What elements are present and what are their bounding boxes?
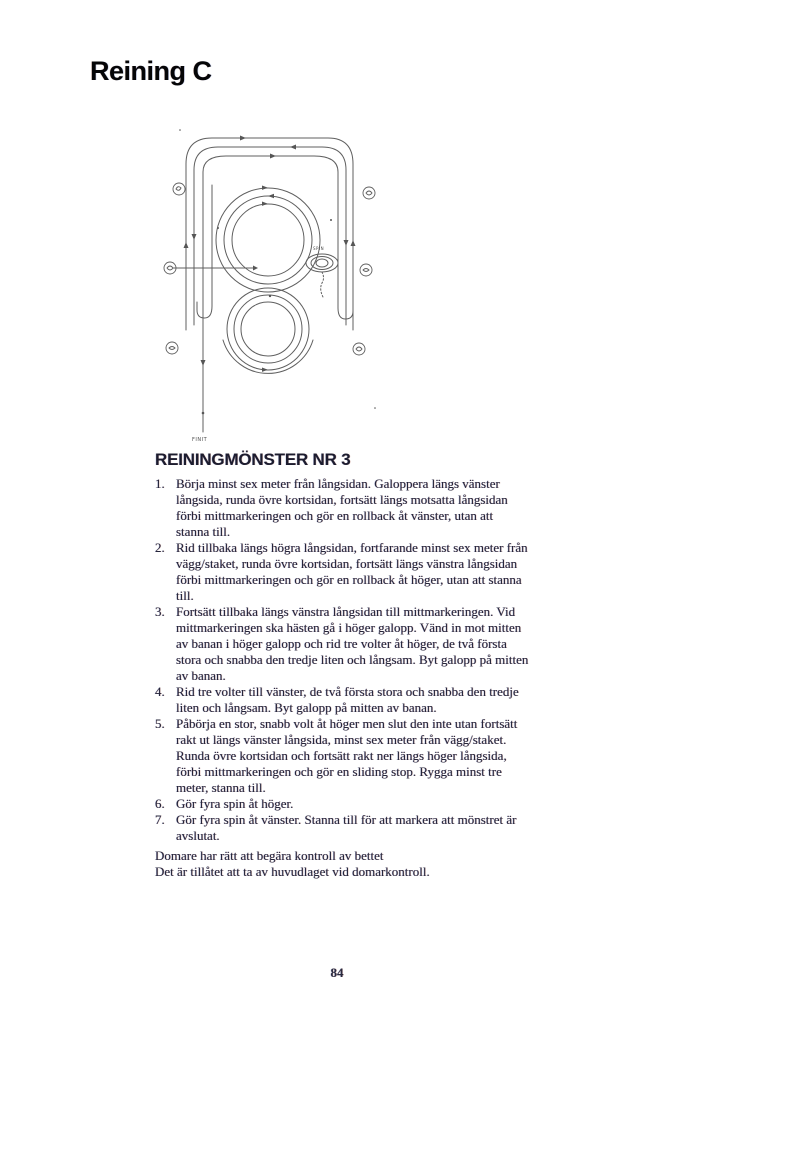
pattern-step [155,476,529,540]
bottom-circle-outer-arc [223,340,313,373]
marker-left-bottom [166,342,178,354]
step-number: 6. [155,796,165,811]
step-text: Påbörja en stor, snabb volt åt höger men slut den inte utan fortsätt rakt ut längs vänster långsida, minst sex meter från vägg/staket. Runda övre kortsidan och fortsätt rakt ner längs höger långsida, förbi mittmarkeringen och gör en sliding stop. Rygga minst tre meter, stanna till. [176,716,518,795]
page-title: Reining C [90,56,212,87]
finish-label: FINIT [192,437,208,443]
step-number: 3. [155,604,165,619]
pattern-steps [155,476,529,844]
page-number: 84 [330,965,344,980]
step-text: Fortsätt tillbaka längs vänstra långsidan till mittmarkeringen. Vid mittmarkeringen ska hästen gå i höger galopp. Vänd in mot mitten av banan i höger galopp och rid tre volter åt höger, de två första stora och snabba den tredje liten och långsam. Byt galopp på mitten av banan. [176,604,529,683]
track-inner [203,156,338,348]
step-number: 4. [155,684,165,699]
pattern-text-column [155,450,529,880]
step-text: Rid tre volter till vänster, de två första stora och snabba den tredje liten och långsam. Byt galopp på mitten av banan. [176,684,519,715]
step-text: Gör fyra spin åt höger. [176,796,294,811]
pattern-step [155,716,529,796]
pattern-footnotes [155,848,529,880]
marker-right-middle [360,264,372,276]
top-circle-medium [224,196,312,284]
pattern-step [155,540,529,604]
bottom-circle-medium [234,295,302,363]
marker-left-top [173,183,185,195]
track-second [194,147,346,325]
pattern-heading: REININGMÖNSTER NR 3 [155,450,351,469]
step-number: 1. [155,476,165,491]
footnote-bit-control: Domare har rätt att begära kontroll av bettet [155,848,384,863]
footnote-bridle-removal: Det är tillåtet att ta av huvudlaget vid domarkontroll. [155,864,430,879]
step-number: 7. [155,812,165,827]
step-text: Börja minst sex meter från långsidan. Galoppera längs vänster långsida, runda övre kortsidan, fortsätt längs motsatta långsidan förbi mittmarkeringen och gör en rollback åt vänster, utan att stanna till. [176,476,508,539]
pattern-step [155,796,529,812]
marker-right-top [363,187,375,199]
bottom-circle-large [227,288,309,370]
arena-markers [164,183,375,355]
step-text: Rid tillbaka längs högra långsidan, fortfarande minst sex meter från vägg/staket, runda övre kortsidan, fortsätt längs vänstra långsidan förbi mittmarkeringen och gör en rollback åt höger, utan att stanna till. [176,540,528,603]
top-circle-small [232,204,304,276]
spin-coil [306,254,338,297]
rollback-left [197,185,212,318]
pattern-step [155,812,529,844]
reining-pattern-diagram [150,108,390,453]
bottom-circle-small [241,302,295,356]
step-text: Gör fyra spin åt vänster. Stanna till för att markera att mönstret är avslutat. [176,812,517,843]
step-number: 2. [155,540,165,555]
pattern-step [155,604,529,684]
spin-label: SPIN [313,246,325,251]
step-number: 5. [155,716,165,731]
pattern-step [155,684,529,716]
track-outer [186,138,353,330]
pattern-sketch [150,108,390,453]
marker-right-bottom [353,343,365,355]
